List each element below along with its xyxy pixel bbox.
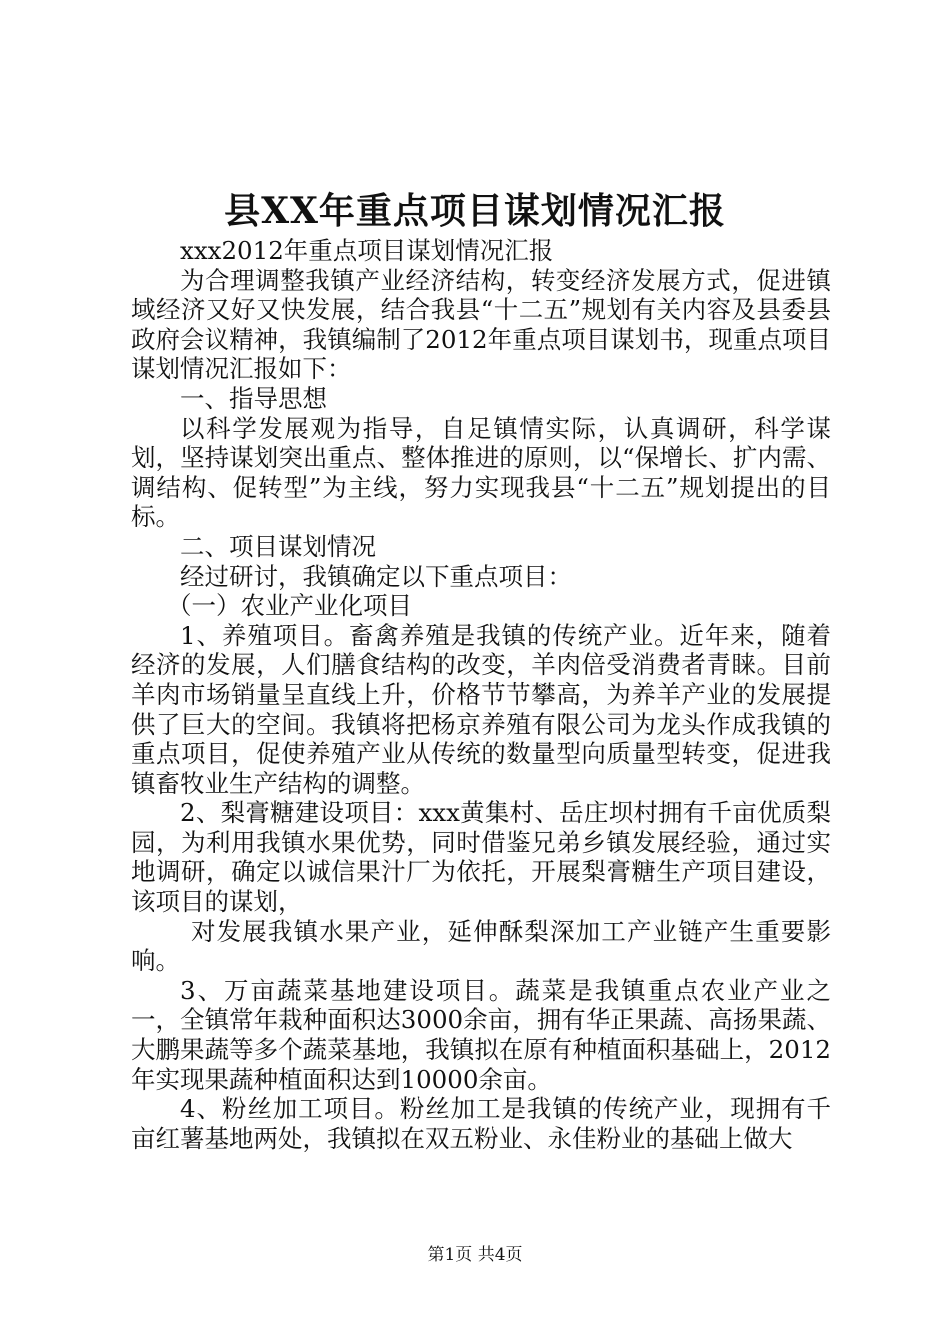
- page-number: 第1页 共4页: [427, 1245, 523, 1265]
- subtitle-paragraph: xxx2012年重点项目谋划情况汇报: [180, 236, 554, 265]
- document-title: 县XX年重点项目谋划情况汇报: [224, 190, 726, 232]
- project-paragraph: 对发展我镇水果产业，延伸酥梨深加工产业链产生重要影响。: [131, 916, 831, 976]
- project-paragraph: 4、粉丝加工项目。粉丝加工是我镇的传统产业，现拥有千亩红薯基地两处，我镇拟在双五粉业、永佳粉业的基础上做大: [131, 1094, 831, 1153]
- section-heading: 二、项目谋划情况: [180, 531, 376, 561]
- project-paragraph: 3、万亩蔬菜基地建设项目。蔬菜是我镇重点农业产业之一，全镇常年栽种面积达3000余亩，拥有华正果蔬、高扬果蔬、大鹏果蔬等多个蔬菜基地，我镇拟在原有种植面积基础上，2012年实现果蔬种植面积达到10000余亩。: [131, 975, 831, 1094]
- body-paragraph: 经过研讨，我镇确定以下重点项目：: [180, 561, 572, 591]
- section-heading: 一、指导思想: [180, 383, 327, 413]
- subsection-heading: （一）农业产业化项目: [167, 591, 412, 621]
- document-body: [131, 236, 831, 1153]
- project-paragraph: 1、养殖项目。畜禽养殖是我镇的传统产业。近年来，随着经济的发展，人们膳食结构的改变，羊肉倍受消费者青睐。目前羊肉市场销量呈直线上升，价格节节攀高，为养羊产业的发展提供了巨大的空间。我镇将把杨京养殖有限公司为龙头作成我镇的重点项目，促使养殖产业从传统的数量型向质量型转变，促进我镇畜牧业生产结构的调整。: [131, 620, 831, 798]
- intro-paragraph: 为合理调整我镇产业经济结构，转变经济发展方式，促进镇域经济又好又快发展，结合我县“十二五”规划有关内容及县委县政府会议精神，我镇编制了2012年重点项目谋划书，现重点项目谋划情况汇报如下：: [131, 265, 831, 384]
- project-paragraph: 2、梨膏糖建设项目：xxx黄集村、岳庄坝村拥有千亩优质梨园，为利用我镇水果优势，同时借鉴兄弟乡镇发展经验，通过实地调研，确定以诚信果汁厂为依托，开展梨膏糖生产项目建设，该项目的谋划，: [131, 798, 831, 917]
- guiding-paragraph: 以科学发展观为指导，自足镇情实际，认真调研，科学谋划，坚持谋划突出重点、整体推进的原则，以“保增长、扩内需、调结构、促转型”为主线，努力实现我县“十二五”规划提出的目标。: [131, 413, 831, 532]
